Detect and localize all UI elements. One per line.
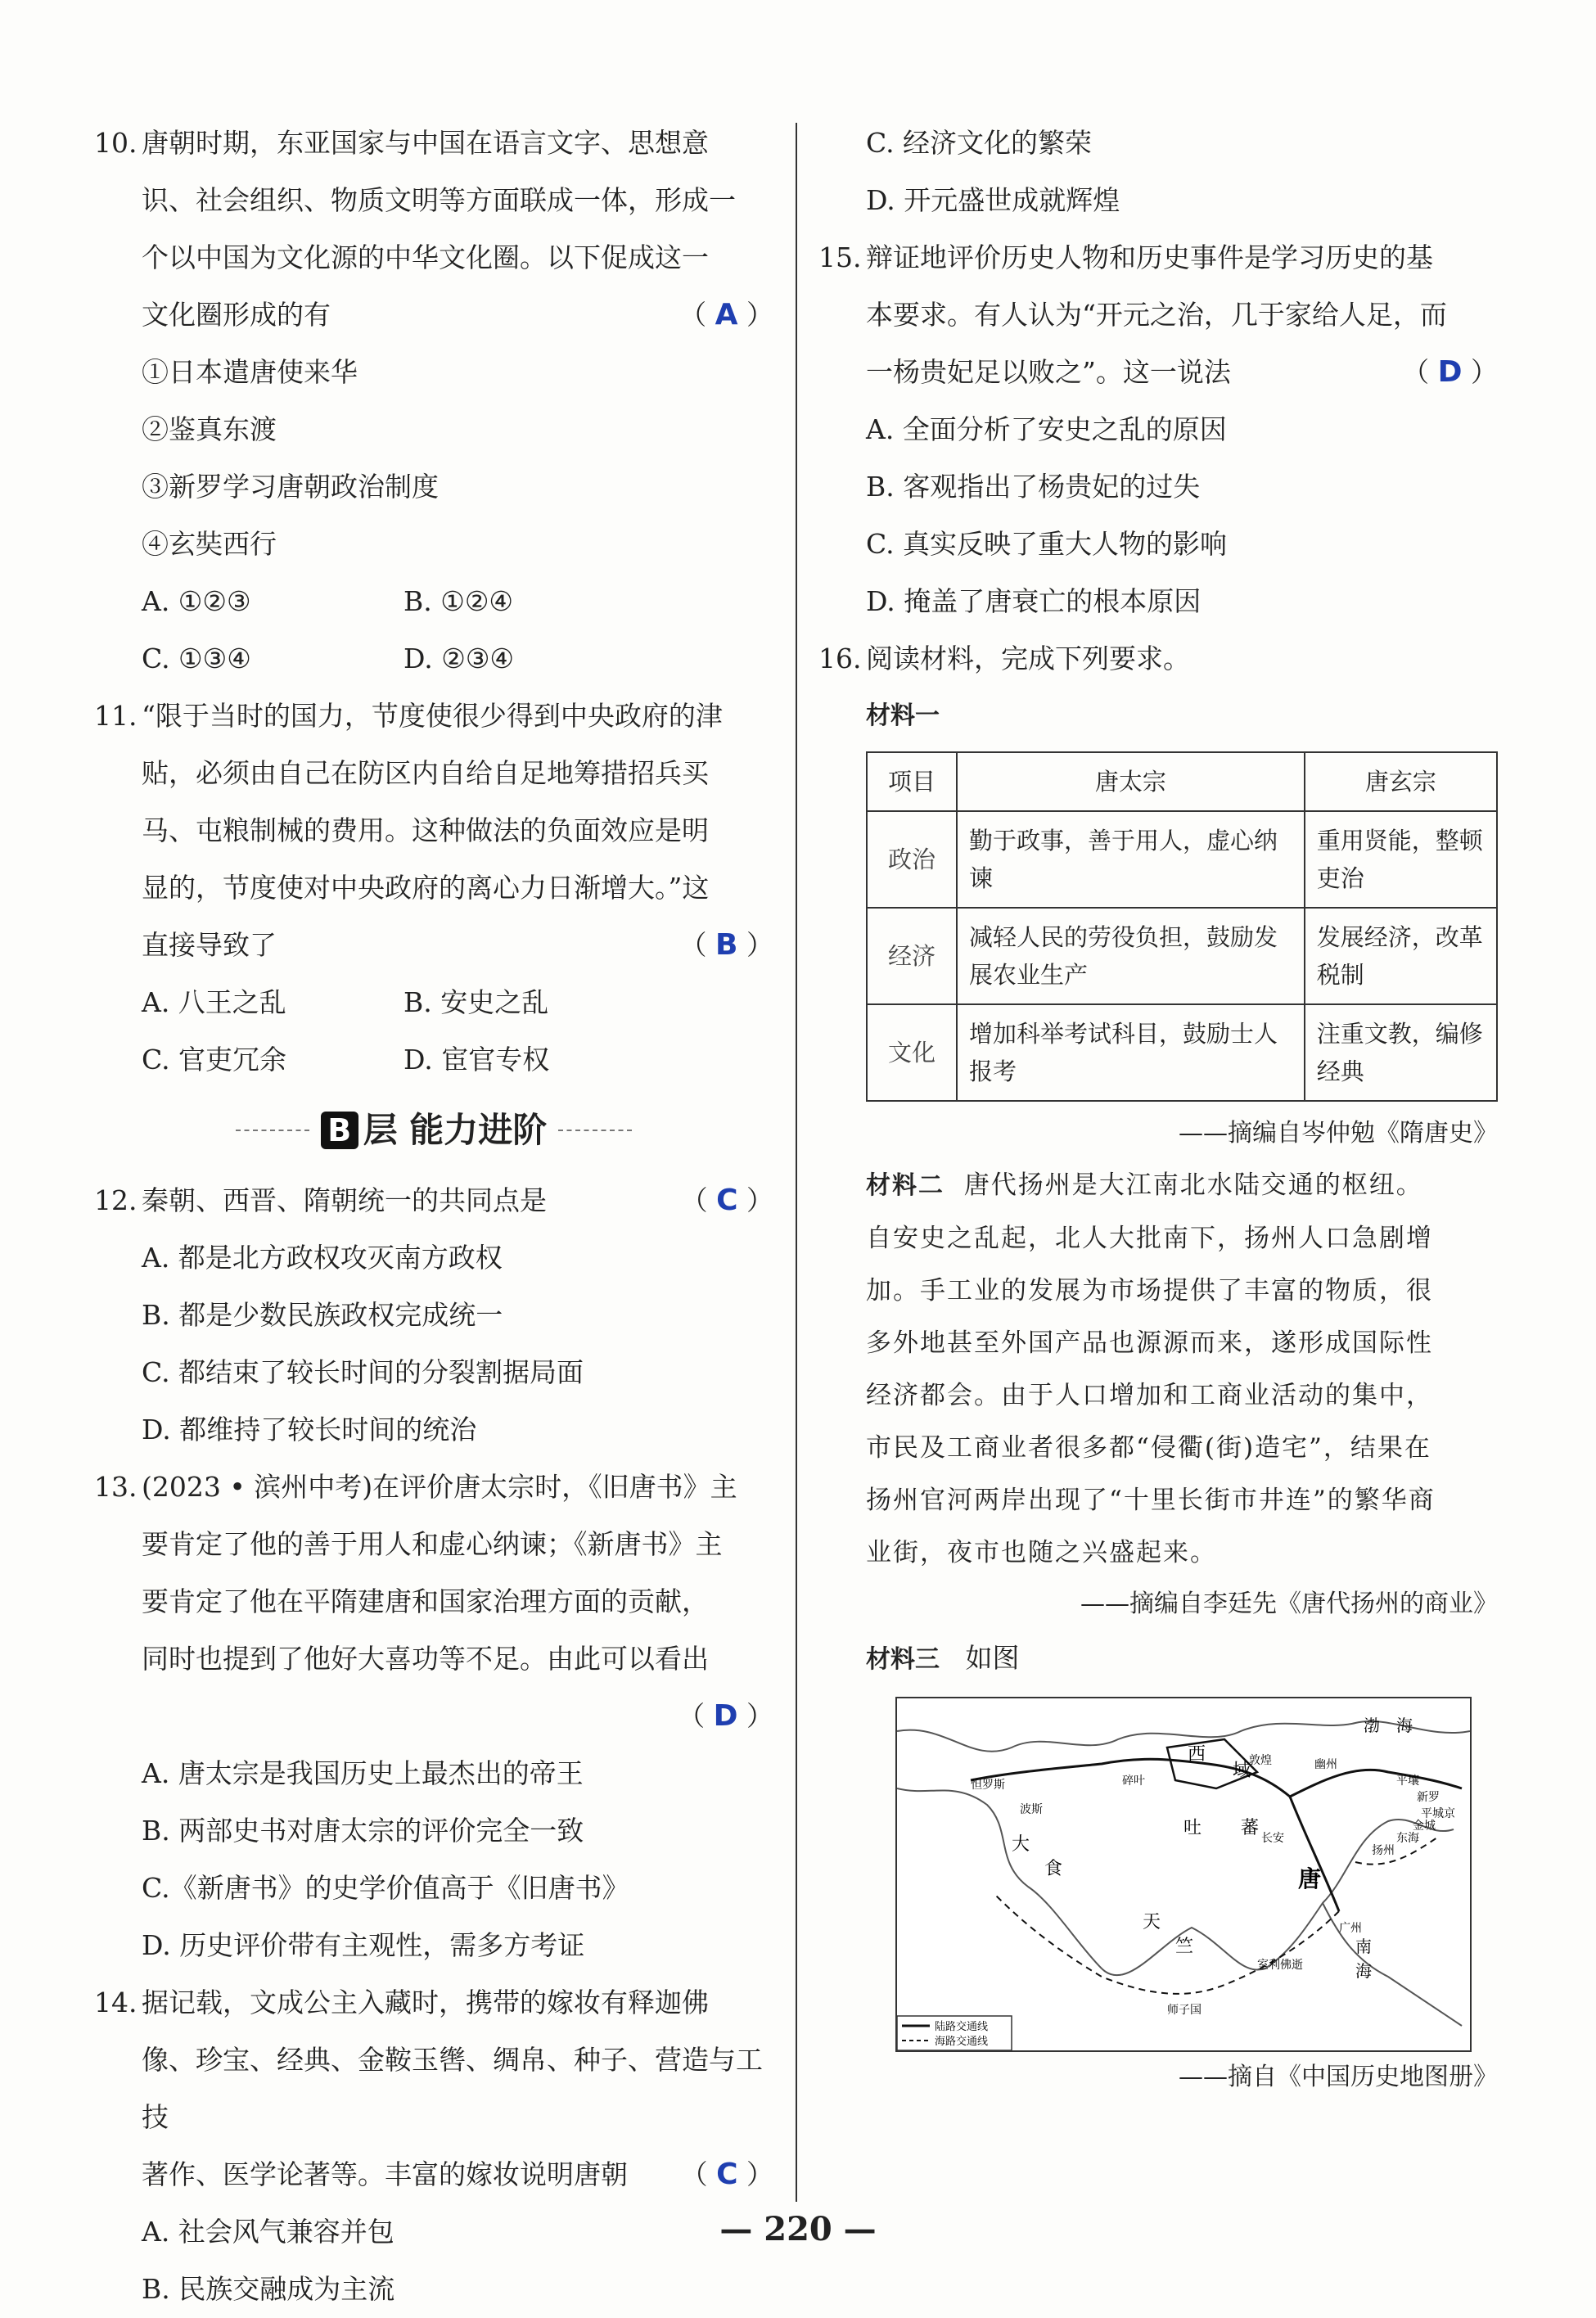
table-cell: 发展经济，改革税制 (1305, 908, 1497, 1004)
map-label: 食 (1044, 1859, 1063, 1879)
table-header: 项目 (867, 752, 957, 811)
section-b-header (94, 1095, 773, 1166)
stem-line: 直接导致了 (142, 929, 277, 961)
item: ②鉴真东渡 (142, 413, 277, 445)
option-c: C. 官吏冗余 (142, 1044, 287, 1076)
stem-line: 个以中国为文化源的中华文化圈。以下促成这一 (142, 241, 709, 273)
stem-line: 据记载，文成公主入藏时，携带的嫁妆有释迦佛 (142, 1987, 709, 2018)
option-a: A. 八王之乱 (142, 986, 286, 1018)
option-c: C. 都结束了较长时间的分裂割据局面 (142, 1356, 584, 1388)
table-header: 唐太宗 (957, 752, 1305, 811)
option-d: D. 都维持了较长时间的统治 (142, 1414, 477, 1445)
coastline (897, 1721, 1470, 1752)
map-label: 域 (1233, 1761, 1251, 1781)
map-label: 金城 (1413, 1820, 1436, 1833)
stem-line: (2023 • 滨州中考)在评价唐太宗时，《旧唐书》主 (142, 1471, 737, 1503)
section-title: 层 能力进阶 (363, 1110, 548, 1150)
map-graphic (897, 1698, 1470, 2050)
map-label: 海 (1396, 1716, 1413, 1735)
answer: C (716, 2158, 738, 2191)
map-label: 渤 (1364, 1716, 1380, 1735)
map-label: 大 (1012, 1834, 1030, 1855)
option-b: B. ①②④ (404, 585, 513, 617)
page-number: — 220 — (719, 2210, 877, 2248)
material-line: 扬州官河两岸出现了“十里长街市井连”的繁华商 (866, 1486, 1436, 1515)
material-2-title: 材料二 (866, 1171, 945, 1200)
stem-line: 马、屯粮制械的费用。这种做法的负面效应是明 (142, 814, 709, 846)
option-b: B. 安史之乱 (404, 986, 549, 1018)
table-cell: 经济 (867, 908, 957, 1004)
material-3 (818, 1630, 1498, 1689)
map-label: 唐 (1298, 1865, 1322, 1892)
map-label: 师子国 (1167, 2004, 1202, 2017)
map-label: 长安 (1261, 1832, 1284, 1845)
stem-line: “限于当时的国力，节度使很少得到中央政府的津 (142, 700, 723, 732)
question-10: 10. 唐朝时期，东亚国家与中国在语言文字、思想意 识、社会组织、物质文明等方面联成一体，形成一 个以中国为文化源的中华文化圈。以下促成这一 文化圈形成的有 （ A ） (94, 115, 773, 344)
land-route (1290, 1797, 1339, 1911)
answer: C (716, 1184, 738, 1217)
material-line: 唐代扬州是大江南北水陆交通的枢纽。 (963, 1170, 1423, 1200)
answer: A (715, 298, 738, 331)
divider-dash (558, 1130, 632, 1131)
option-d: D. ②③④ (404, 643, 515, 674)
material-3-source: ——摘自《中国历史地图册》 (1179, 2063, 1498, 2091)
question-15: 15. 辩证地评价历史人物和历史事件是学习历史的基 本要求。有人认为“开元之治，几于家给人足，而 一杨贵妃足以败之”。这一说法 （ D ） (818, 229, 1498, 401)
map-label: 竺 (1175, 1937, 1194, 1957)
material-2 (818, 1159, 1498, 1579)
table-cell: 减轻人民的劳役负担，鼓励发展农业生产 (957, 908, 1305, 1004)
option-c: C. 经济文化的繁荣 (866, 127, 1093, 159)
map-legend (897, 2016, 1012, 2050)
option-row (94, 630, 773, 688)
stem-line: 文化圈形成的有 (142, 299, 331, 331)
stem-line: 本要求。有人认为“开元之治，几于家给人足，而 (866, 299, 1447, 331)
map-label: 蕃 (1241, 1818, 1260, 1838)
option-c: C.《新唐书》的史学价值高于《旧唐书》 (142, 1872, 629, 1904)
option-b: B. 两部史书对唐太宗的评价完全一致 (142, 1815, 584, 1847)
table-row (867, 908, 1497, 1004)
table-row (867, 1004, 1497, 1101)
map-label: 东海 (1396, 1832, 1419, 1845)
legend-land: 陆路交通线 (935, 2021, 989, 2033)
option-d: D. 宦官专权 (404, 1044, 550, 1076)
option-d: D. 掩盖了唐衰亡的根本原因 (866, 585, 1202, 617)
stem-line: 要肯定了他的善于用人和虚心纳谏；《新唐书》主 (142, 1528, 723, 1560)
map-label: 南 (1355, 1937, 1372, 1956)
option-a: A. 唐太宗是我国历史上最杰出的帝王 (142, 1757, 584, 1789)
right-column (818, 115, 1498, 2103)
question-16: 16. 阅读材料，完成下列要求。 (818, 630, 1498, 688)
material-1-title: 材料一 (866, 701, 940, 730)
material-line: 自安史之乱起，北人大批南下，扬州人口急剧增 (866, 1224, 1433, 1253)
map-label: 敦煌 (1249, 1754, 1272, 1767)
table-cell: 注重文教，编修经典 (1305, 1004, 1497, 1101)
stem-line: 识、社会组织、物质文明等方面联成一体，形成一 (142, 184, 736, 216)
item: ④玄奘西行 (142, 528, 277, 560)
option-b: B. 客观指出了杨贵妃的过失 (866, 471, 1201, 503)
material-1-table (866, 751, 1498, 1102)
answer: B (715, 928, 738, 962)
option-c: C. ①③④ (142, 643, 251, 674)
table-cell: 文化 (867, 1004, 957, 1101)
table-header: 唐玄宗 (1305, 752, 1497, 811)
item: ③新罗学习唐朝政治制度 (142, 471, 439, 503)
material-line: 加。手工业的发展为市场提供了丰富的物质，很 (866, 1276, 1433, 1306)
option-b: B. 都是少数民族政权完成统一 (142, 1299, 503, 1331)
stem-line: 同时也提到了他好大喜功等不足。由此可以看出 (142, 1643, 709, 1675)
material-1-source: ——摘编自岑仲勉《隋唐史》 (1179, 1119, 1498, 1148)
material-line: 多外地甚至外国产品也源源而来，遂形成国际性 (866, 1328, 1433, 1358)
historical-map (895, 1697, 1472, 2052)
map-label: 波斯 (1020, 1803, 1043, 1816)
option-row (94, 573, 773, 630)
material-3-title: 材料三 (866, 1645, 940, 1674)
question-14: 14. 据记载，文成公主入藏时，携带的嫁妆有释迦佛 像、珍宝、经典、金鞍玉辔、绸帛、种子、营造与工技 著作、医学论著等。丰富的嫁妆说明唐朝 （ C ） (94, 1974, 773, 2203)
stem-line: 显的，节度使对中央政府的离心力日渐增大。”这 (142, 872, 710, 904)
map-label: 西 (1188, 1744, 1206, 1765)
material-line: 业街，夜市也随之兴盛起来。 (866, 1538, 1217, 1567)
option-row (94, 1031, 773, 1089)
map-label: 幽州 (1314, 1758, 1337, 1771)
option-a: A. ①②③ (142, 585, 251, 617)
stem-line: 秦朝、西晋、隋朝统一的共同点是 (142, 1184, 547, 1216)
map-label: 天 (1143, 1912, 1161, 1932)
table-cell: 重用贤能，整顿吏治 (1305, 811, 1497, 908)
question-12: 12. 秦朝、西晋、隋朝统一的共同点是 （ C ） (94, 1172, 773, 1229)
stem-line: 著作、医学论著等。丰富的嫁妆说明唐朝 (142, 2158, 628, 2190)
option-a: A. 都是北方政权攻灭南方政权 (142, 1242, 503, 1274)
option-d: D. 历史评价带有主观性，需多方考证 (142, 1929, 585, 1961)
divider-dash (236, 1130, 309, 1131)
question-13: 13. (2023 • 滨州中考)在评价唐太宗时，《旧唐书》主 要肯定了他的善于用人和虚心纳谏；《新唐书》主 要肯定了他在平隋建唐和国家治理方面的贡献， 同时也提到了他好大喜功等不足。由此可以看出 （ D ） (94, 1459, 773, 1745)
table-cell: 勤于政事，善于用人，虚心纳谏 (957, 811, 1305, 908)
answer: D (1437, 355, 1463, 389)
question-11: 11. “限于当时的国力，节度使很少得到中央政府的津 贴，必须由自己在防区内自给自足地筹措招兵买 马、屯粮制械的费用。这种做法的负面效应是明 显的，节度使对中央政府的离心力日渐增大。”这 直接导致了 （ B ） (94, 688, 773, 974)
left-column (94, 115, 773, 2318)
option-b: B. 民族交融成为主流 (142, 2273, 395, 2305)
map-label: 平壤 (1396, 1775, 1419, 1788)
stem-line: 阅读材料，完成下列要求。 (866, 643, 1190, 674)
option-a: A. 社会风气兼容并包 (142, 2216, 394, 2248)
map-label: 广州 (1339, 1922, 1362, 1935)
map-label: 平城京 (1421, 1807, 1455, 1820)
map-label: 扬州 (1372, 1844, 1395, 1857)
material-line: 市民及工商业者很多都“侵衢(街)造宅”，结果在 (866, 1433, 1431, 1463)
map-label: 吐 (1183, 1818, 1202, 1838)
option-row (94, 974, 773, 1031)
map-label: 室利佛逝 (1257, 1959, 1303, 1972)
material-3-text: 如图 (965, 1642, 1020, 1674)
table-header-row (867, 752, 1497, 811)
material-line: 经济都会。由于人口增加和工商业活动的集中， (866, 1381, 1433, 1410)
stem-line: 唐朝时期，东亚国家与中国在语言文字、思想意 (142, 127, 709, 159)
table-row (867, 811, 1497, 908)
item: ①日本遣唐使来华 (142, 356, 358, 388)
option-c: C. 真实反映了重大人物的影响 (866, 528, 1228, 560)
option-d: D. 开元盛世成就辉煌 (866, 184, 1120, 216)
stem-line: 贴，必须由自己在防区内自给自足地筹措招兵买 (142, 757, 709, 789)
stem-line: 辩证地评价历史人物和历史事件是学习历史的基 (866, 241, 1433, 273)
coastline (897, 1788, 1102, 1968)
section-badge: B (321, 1112, 358, 1149)
table-cell: 政治 (867, 811, 957, 908)
stem-line: 一杨贵妃足以败之”。这一说法 (866, 356, 1231, 388)
option-a: A. 全面分析了安史之乱的原因 (866, 413, 1227, 445)
legend-sea: 海路交通线 (935, 2036, 989, 2048)
map-label: 碎叶 (1122, 1775, 1145, 1788)
stem-line: 要肯定了他在平隋建唐和国家治理方面的贡献， (142, 1585, 709, 1617)
map-label: 新罗 (1417, 1791, 1440, 1804)
stem-line: 像、珍宝、经典、金鞍玉辔、绸帛、种子、营造与工技 (142, 2044, 763, 2133)
map-label: 怛罗斯 (971, 1779, 1005, 1792)
answer: D (713, 1699, 738, 1733)
table-cell: 增加科举考试科目，鼓励士人报考 (957, 1004, 1305, 1101)
material-2-source: ——摘编自李廷先《唐代扬州的商业》 (1080, 1590, 1498, 1618)
column-divider (796, 123, 797, 2202)
map-label: 海 (1355, 1961, 1372, 1981)
